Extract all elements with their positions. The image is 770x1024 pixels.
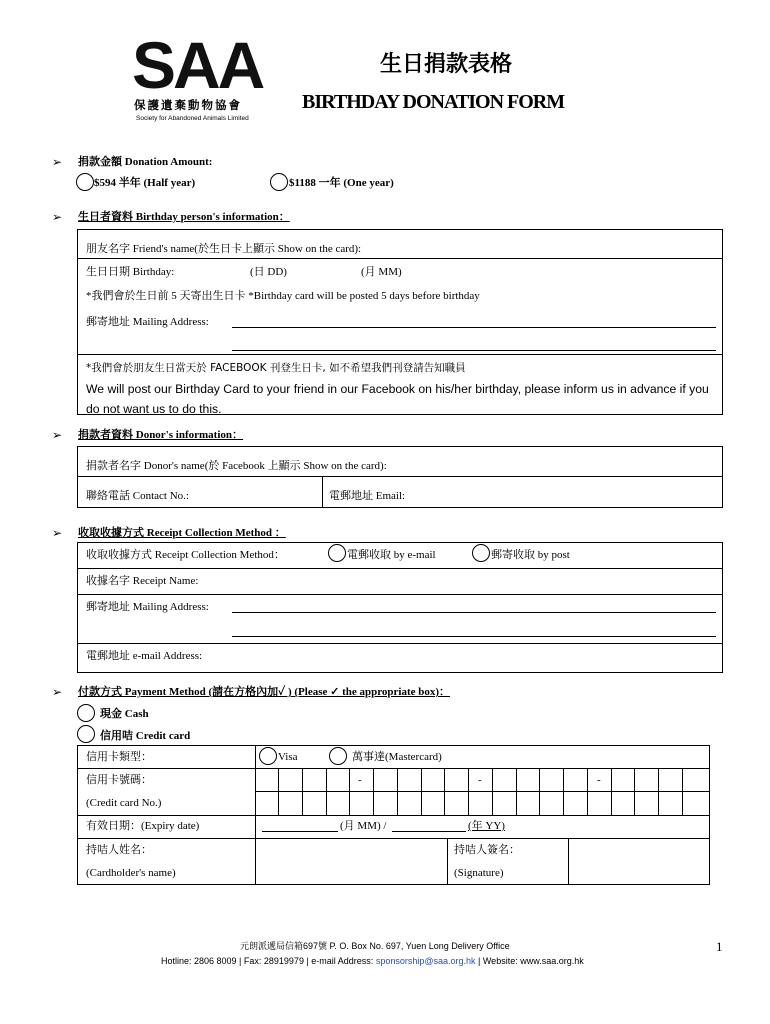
payment-cash-radio[interactable] [77, 704, 95, 722]
footer-contact-suffix: | Website: www.saa.org.hk [475, 956, 584, 966]
logo-chinese: 保護遺棄動物協會 [134, 98, 242, 112]
receipt-method-label: 收取收據方式 Receipt Collection Method： [86, 549, 285, 561]
payment-credit-radio[interactable] [77, 725, 95, 743]
bullet-icon: ➢ [52, 526, 63, 540]
bullet-icon: ➢ [52, 155, 63, 169]
receipt-heading: 收取收據方式 Receipt Collection Method ： [78, 527, 286, 539]
donation-half-year-label: $594 半年 (Half year) [94, 177, 196, 189]
receipt-address-line-2[interactable] [232, 636, 716, 637]
friend-name-label: 朋友名字 Friend's name(於生日卡上顯示 Show on the card): [86, 243, 362, 255]
cardholder-name-label: 持咭人姓名： [86, 844, 152, 856]
birthday-address-line-2[interactable] [232, 350, 716, 351]
receipt-post-label: 郵寄收取 by post [491, 549, 570, 561]
card-number-label: 信用卡號碼： [86, 774, 152, 786]
birthday-label: 生日日期 Birthday: [86, 266, 175, 278]
signature-label-english: (Signature) [454, 867, 504, 879]
receipt-address-label: 郵寄地址 Mailing Address: [86, 601, 209, 613]
receipt-email-label: 電郵收取 by e-mail [347, 549, 436, 561]
birthday-heading: 生日者資料 Birthday person's information： [78, 211, 290, 223]
donor-name-label: 捐款者名字 Donor's name(於 Facebook 上顯示 Show on the card): [86, 460, 387, 472]
bullet-icon: ➢ [52, 685, 63, 699]
facebook-note-english-2: do not want us to do this. [86, 402, 222, 416]
birthday-month-label: (月 MM) [361, 266, 402, 278]
expiry-month-line[interactable] [262, 831, 338, 832]
donor-contact-label: 聯絡電話 Contact No.: [86, 490, 189, 502]
mastercard-radio[interactable] [329, 747, 347, 765]
birthday-address-label: 郵寄地址 Mailing Address: [86, 316, 209, 328]
footer-email-link[interactable]: sponsorship@saa.org.hk [375, 956, 476, 966]
receipt-name-label: 收據名字 Receipt Name: [86, 575, 199, 587]
bullet-icon: ➢ [52, 428, 63, 442]
donation-half-year-radio[interactable] [76, 173, 94, 191]
card-number-dash-1: - [358, 774, 362, 786]
payment-cash-label: 現金 Cash [100, 708, 149, 720]
card-type-label: 信用卡類型： [86, 751, 152, 763]
signature-label: 持咭人簽名： [454, 844, 520, 856]
birthday-address-line-1[interactable] [232, 327, 716, 328]
logo-text: SAA [132, 28, 263, 102]
payment-heading: 付款方式 Payment Method (請在方格內加✓ ) (Please ✓ the appropriate box)： [78, 686, 451, 698]
logo-english: Society for Abandoned Animals Limited [136, 115, 249, 122]
receipt-post-radio[interactable] [472, 544, 490, 562]
facebook-note-english-1: We will post our Birthday Card to your friend in our Facebook on his/her birthday, please inform us in advance if you [86, 382, 709, 396]
footer-address: 元朗派遞局信箱697號 P. O. Box No. 697, Yuen Long Delivery Office [240, 941, 510, 951]
card-number-dash-2: - [478, 774, 482, 786]
donor-email-label: 電郵地址 Email: [329, 490, 406, 502]
card-number-dash-3: - [597, 774, 601, 786]
saa-logo [132, 28, 263, 126]
expiry-label: 有效日期：(Expiry date) [86, 820, 200, 832]
mastercard-label: 萬事達(Mastercard) [352, 751, 442, 763]
donation-one-year-radio[interactable] [270, 173, 288, 191]
bullet-icon: ➢ [52, 210, 63, 224]
footer-contact [161, 957, 584, 966]
facebook-note-chinese: *我們會於朋友生日當天於 FACEBOOK 刊登生日卡, 如不希望我們刊登請告知職員 [86, 362, 466, 374]
title-english: BIRTHDAY DONATION FORM [302, 91, 565, 113]
donation-one-year-label: $1188 一年 (One year) [289, 177, 394, 189]
title-chinese: 生日捐款表格 [380, 52, 513, 77]
footer-contact-prefix: Hotline: 2806 8009 | Fax: 28919979 | e-mail Address: [161, 956, 376, 966]
visa-radio[interactable] [259, 747, 277, 765]
donor-heading: 捐款者資料 Donor's information： [78, 429, 243, 441]
donation-heading: 捐款金額 Donation Amount: [78, 156, 213, 168]
expiry-year-line[interactable] [392, 831, 466, 832]
page-number: 1 [716, 939, 723, 954]
visa-label: Visa [278, 751, 298, 763]
receipt-email-radio[interactable] [328, 544, 346, 562]
birthday-card-note: *我們會於生日前 5 天寄出生日卡 *Birthday card will be posted 5 days before birthday [86, 290, 480, 302]
receipt-email-address-label: 電郵地址 e-mail Address: [86, 650, 203, 662]
card-number-label-english: (Credit card No.) [86, 797, 162, 809]
birthday-day-label: (日 DD) [250, 266, 287, 278]
payment-credit-label: 信用咭 Credit card [100, 730, 191, 742]
cardholder-name-label-english: (Cardholder's name) [86, 867, 176, 879]
receipt-address-line-1[interactable] [232, 612, 716, 613]
expiry-year-label: (年 YY) [468, 820, 505, 832]
expiry-month-label: (月 MM) / [340, 820, 387, 832]
